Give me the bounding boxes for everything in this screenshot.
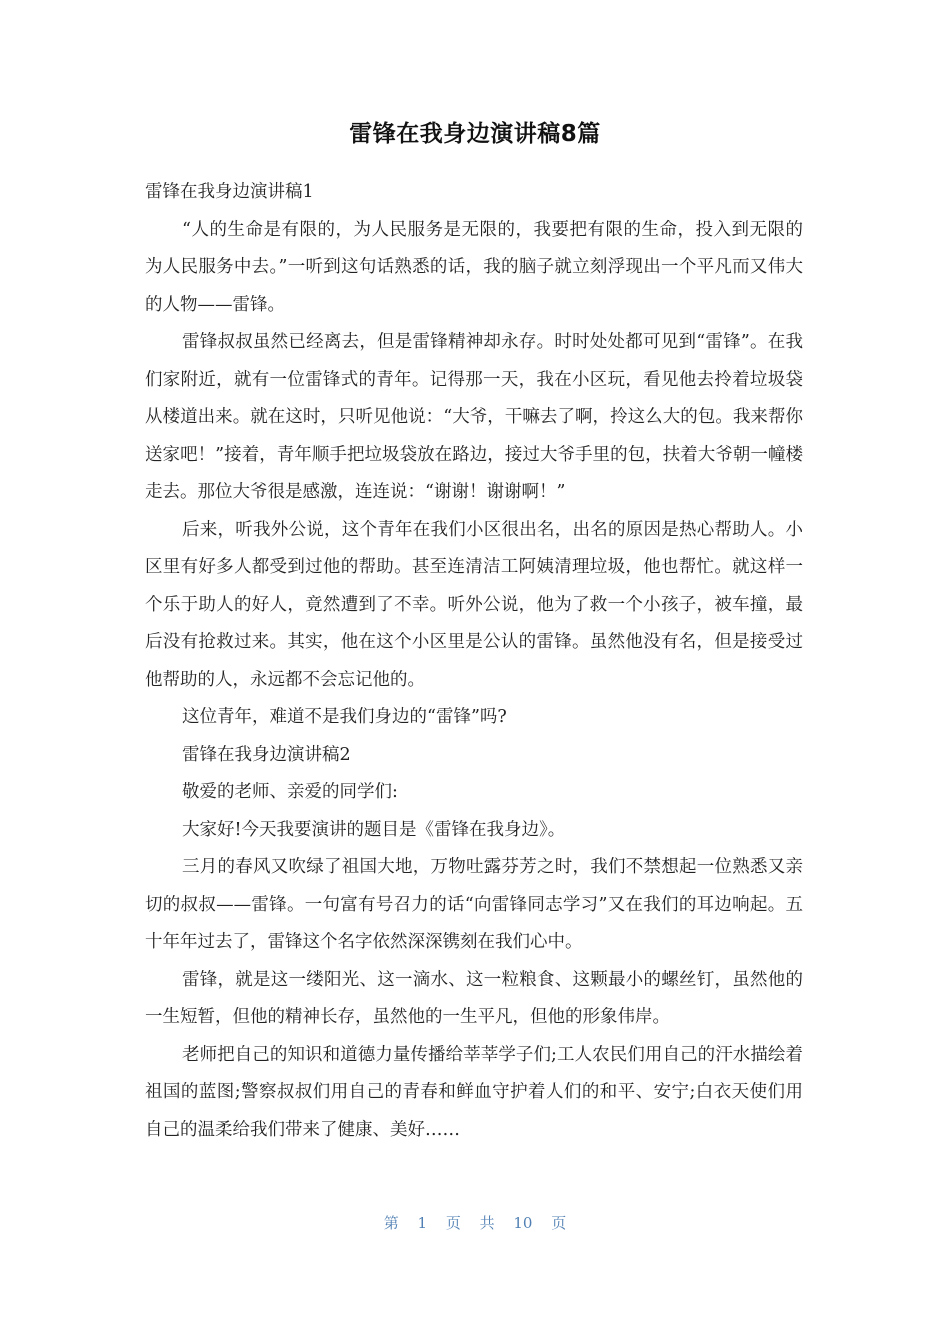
paragraph: 老师把自己的知识和道德力量传播给莘莘学子们;工人农民们用自己的汗水描绘着祖国的蓝图;警察叔叔们用自己的青春和鲜血守护着人们的和平、安宁;白衣天使们用自己的温柔给我们带来了健康、美好…… (145, 1044, 803, 1140)
document-body (145, 174, 803, 1149)
paragraph: 这位青年，难道不是我们身边的“雷锋”吗? (182, 707, 507, 727)
paragraph: 后来，听我外公说，这个青年在我们小区很出名，出名的原因是热心帮助人。小区里有好多人都受到过他的帮助。甚至连清洁工阿姨清理垃圾，他也帮忙。就这样一个乐于助人的好人，竟然遭到了不幸。听外公说，他为了救一个小孩子，被车撞，最后没有抢救过来。其实，他在这个小区里是公认的雷锋。虽然他没有名，但是接受过他帮助的人，永远都不会忘记他的。 (145, 519, 803, 690)
paragraph: 雷锋叔叔虽然已经离去，但是雷锋精神却永存。时时处处都可见到“雷锋”。在我们家附近，就有一位雷锋式的青年。记得那一天，我在小区玩，看见他去拎着垃圾袋从楼道出来。就在这时，只听见他说：“大爷，干嘛去了啊，拎这么大的包。我来帮你送家吧！”接着，青年顺手把垃圾袋放在路边，接过大爷手里的包，扶着大爷朝一幢楼走去。那位大爷很是感激，连连说：“谢谢！谢谢啊！” (145, 332, 803, 502)
page-number-footer: 第 1 页 共 10 页 (383, 1214, 567, 1232)
paragraph: 雷锋，就是这一缕阳光、这一滴水、这一粒粮食、这颗最小的螺丝钉，虽然他的一生短暂，但他的精神长存，虽然他的一生平凡，但他的形象伟岸。 (145, 969, 803, 1027)
section-heading: 雷锋在我身边演讲稿1 (145, 182, 314, 202)
paragraph: 三月的春风又吹绿了祖国大地，万物吐露芬芳之时，我们不禁想起一位熟悉又亲切的叔叔——雷锋。一句富有号召力的话“向雷锋同志学习”又在我们的耳边响起。五十年年过去了，雷锋这个名字依然深深镌刻在我们心中。 (145, 857, 803, 952)
section-heading: 雷锋在我身边演讲稿2 (182, 744, 351, 765)
document-title: 雷锋在我身边演讲稿8篇 (349, 121, 601, 147)
salutation: 敬爱的老师、亲爱的同学们: (182, 782, 398, 802)
paragraph: 大家好!今天我要演讲的题目是《雷锋在我身边》。 (182, 819, 566, 840)
paragraph: “人的生命是有限的，为人民服务是无限的，我要把有限的生命，投入到无限的为人民服务中去。”一听到这句话熟悉的话，我的脑子就立刻浮现出一个平凡而又伟大的人物——雷锋。 (145, 219, 803, 315)
